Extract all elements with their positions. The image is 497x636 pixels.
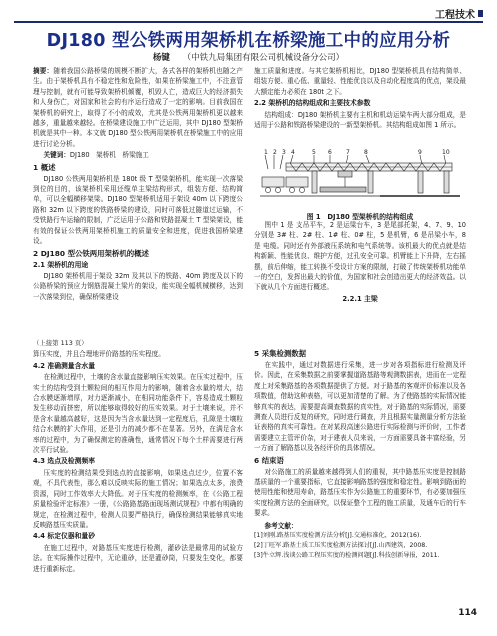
paragraph: 施工质量和进度。与其它架桥机相比，DJ180 型架桥机具有结构简单、组装方便、重心低、重量轻、性能优良以及自动化程度高的优点，架设最大额定能力必须在 180t 之下。 <box>254 67 466 96</box>
fig-number: 7 <box>346 149 350 156</box>
references-title: 参考文献： <box>264 521 298 530</box>
fig-number: 8 <box>364 149 368 156</box>
subsection-heading: 4.2 准确测量含水量 <box>33 361 95 370</box>
abstract-text: 随着我国公路桥梁的规模不断扩大，各式各样的架桥机也随之产生。由于架桥机具有不稳定性和危险性，如果在桥梁施工中，不注意管理与控制，就有可能导致架桥机倾覆，机毁人亡，造成巨大的经济损失和人身伤亡，对国家和社会的有序运行造成了一定的影响。目前我国在架桥机的研究上，取得了不小的成效，尤其是公铁两用架桥机更以越来越多，重量越来越轻。在桥梁建设施工中广泛运用，其中 DJ180 型架桥机就是其中一种。本文就 DJ180 型公铁两用架桥机在桥梁施工中的应用进行讨论分析。 <box>33 67 244 148</box>
section-heading: 2 DJ180 型公铁两用架桥机的概述 <box>33 248 149 258</box>
keywords <box>33 150 243 160</box>
paragraph: 对公路施工的质量越来越得到人们的重视，其中路基压实度是控制路基质量的一个重要指标，它直接影响路基的强度和稳定性。影响到路面的使用性能和使用寿命，路基压实作为公路施工的重要环节，有必要加强压实度检测方法的全面研究，以保证整个工程的施工质量，及通车后的行车要求。 <box>254 467 466 518</box>
article-title: DJ180 型公铁两用架桥机在桥梁施工中的应用分析 <box>46 31 451 51</box>
subsection-heading: 4.3 选点及检测频率 <box>33 457 95 466</box>
keywords-label: 关键词： <box>43 151 70 160</box>
paragraph: DJ180 架桥机用于架设 32m 及其以下的铁路、40m 跨度及以下的公路桥梁的预应力钢筋混凝土梁片的架设，能实现全幅机械横移，达到一次落梁到位，确保桥梁建设 <box>33 271 243 301</box>
paragraph: 在检测过程中，土壤的含水量直接影响压实效果。在压实过程中，压实土的结构受到土颗粒间的相互作用力的影响，随着含水量的增大，结合水膜逐渐增厚，对力逐渐减小，在相同功能条件下，容易造成土颗粒发生移动而挤密，所以能够取得较好的压实效果。对于土壤来说，并不是含水量越高越好，这是因为当含水量达到一定程度后，孔隙是土壤粒结合水膜的扩大作用，还是引力的减少都不在显著。另外，在满足含水率的过程中，为了确保测定的准确性，通常情况下每个土样需要进行两次平行试验。 <box>33 373 243 455</box>
right-column-bottom <box>254 347 466 560</box>
author-affiliation: （中铁九局集团有限公司机械设备分公司） <box>182 53 345 63</box>
bridge-erecting-machine-figure <box>260 147 460 207</box>
fig-number: 4 <box>291 149 295 156</box>
abstract <box>33 66 243 149</box>
fig-number: 1 <box>264 149 268 156</box>
paragraph: 图中 1 是 支吊平车，2 是运梁台车，3 是尾部托架，4、7、9、10 分别是 3# 柱、2# 柱、1# 柱、0# 柱，5 是机臂，6 是吊梁小车，8 是 电缆。同时还有外部液压系统和电气系统等。该机最大的优点就是结构新颖、性能优良、维护方便，过孔安全可靠。机臂能上下升降，左右摇摆，前后伸缩，能工转换不受设计方案的限制，打破了传统架桥机功能单一的空白，发挥出最大的价值，为国家和社会创造出更大的经济效益。以下就从几个方面进行概述。 <box>254 221 466 292</box>
fig-number: 2 <box>273 149 277 156</box>
section-heading: 1 概述 <box>33 162 56 172</box>
header-rule <box>14 21 483 23</box>
section-heading: 6 结束语 <box>254 455 284 465</box>
paragraph: 在施工过程中，对路基压实度进行检测，灌砂法是最常用的试验方法。在实际操作过程中，无论重砂，还是灌砂筒，只要发生变化，都要进行重新标定。 <box>33 543 243 573</box>
reference-item: [1]刘刚.路基压实度检测方法分析[J].交通标准化，2012(16). <box>254 532 422 540</box>
author-line <box>0 51 497 63</box>
section-tag <box>435 6 483 21</box>
reference-item: [3]牛立辉.浅谈公路工程压实度的检测问题[J].科技创新导报，2011. <box>254 551 440 559</box>
fig-number: 6 <box>328 149 332 156</box>
keywords-text: DJ180 架桥机 桥梁施工 <box>69 151 149 160</box>
fig-number: 3 <box>282 149 286 156</box>
reference-item: [2]丁旺军.路基土质工压实度检测方法探讨[J].山西建筑，2008. <box>254 541 428 549</box>
paragraph: 在实践中，通过对数据进行采集，进一步对各项指标进行检测及评价。因此，在采集数据之前要掌握道路基路等观测数据表，进而在一定程度上对采集路基的各项数据提供了方便。对于路基的客观评价标准以及各项数值，借助这种表格，可以更加清楚的了解。为了使路基的实际情况能够真实的表达，需要提高调查数据的真实性，对于路基的实际情况，需要测查人员进行反复的研究，同时进行调查，并且根据实量测量分析方法验证表格的真实可靠性。在对某段高速公路进行实际检测与评价时，工作者需要建立主管评价杂，对于建表人员来说，一方面需要具备丰富经验，另一方面了解路基以及各经评价的具体情况。 <box>254 361 466 453</box>
abstract-label: 摘要： <box>33 67 54 75</box>
page-number: 114 <box>458 608 477 618</box>
continued-note: （上接第 113 页） <box>33 339 88 347</box>
paragraph: 压实度的检测结果受到选点的直接影响，如果选点过少，位置不客观，不具代表性，那么难以反映实际的施工情况；如果选点太多，浪费资源，同时工作效率大大降低。对于压实度的检测频率，在《公路工程质量检验评定标准》一册，《公路路基路面现场测试规程》中都有明确的规定，在检测过程中，检测人员要严格执行，确保检测结果能够真实地反映路基压实质量。 <box>33 468 243 529</box>
right-column-mid <box>254 220 466 305</box>
paragraph: DJ180 公铁两用架桥机是 180t 级 T 型梁架桥机，能实现一次落梁到位的目的，该架桥机采用还缆单主梁结构形式，组装方便、结构简单，可以全幅横移架梁。DJ180 型架桥机适用于架设 40m 以下跨度公路和 32m 以下跨度的铁路桥梁的建设，同时可落低过隧道过运输，不受铁路行车运输的限制，广泛运用于公路和铁路混凝土 T 型梁架设，能有效的保证公铁两用架桥机施工的质量安全和进度，促进我国桥梁建设。 <box>33 174 243 246</box>
left-column-bottom <box>33 336 243 574</box>
subsection-heading: 2.2 架桥机的结构组成和主要技术参数 <box>254 99 371 108</box>
paragraph: 算压实度，并且合理地评价路基的压实程度。 <box>33 350 165 359</box>
subsection-heading: 4.4 标定仪器和量砂 <box>33 532 95 541</box>
fig-number: 9 <box>418 149 422 156</box>
author-name: 杨键 <box>152 53 170 63</box>
fig-number: 5 <box>312 149 316 156</box>
left-column-top <box>33 66 243 302</box>
subsection-heading: 2.2.1 主梁 <box>342 294 378 303</box>
section-tag-label: 工程技术 <box>435 10 475 21</box>
figure-caption: 图 1 DJ180 型架桥机的结构组成 <box>306 213 414 221</box>
square-icon <box>478 10 483 17</box>
fig-number: 10 <box>442 149 450 156</box>
paragraph: 结构组成：DJ180 架桥机主要有主机和机动运梁车两大部分组成，是适用于公路和铁路桥梁建设的一新型架桥机。其结构组成如图 1 所示。 <box>254 110 466 130</box>
right-column-top <box>254 66 466 130</box>
section-heading: 5 采集检测数据 <box>254 349 307 358</box>
subsection-heading: 2.1 架桥机的用途 <box>33 260 89 269</box>
